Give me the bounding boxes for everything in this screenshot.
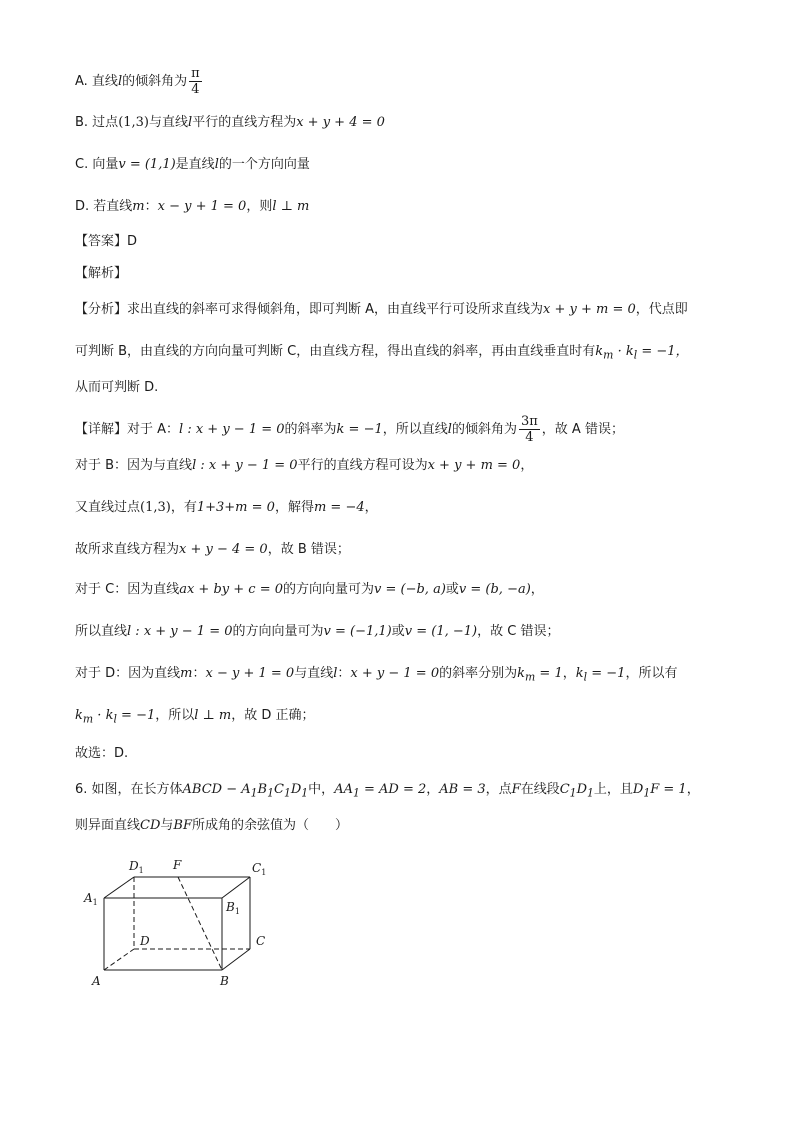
label-f: F xyxy=(173,858,182,872)
detail-line-6: 所以直线l : x + y − 1 = 0的方向向量可为v = (−1,1)或v = (1, −1)，故 C 错误； xyxy=(75,624,560,639)
answer-line xyxy=(75,232,137,252)
edge-a1-d1 xyxy=(104,877,134,898)
question-6-line-1: 6. 如图，在长方体ABCD − $A_1B_1C_1D_1$中，$AA_1$ = AD = 2，AB = 3，点F在线段$C_1D_1$上，且$D_1F = 1$， xyxy=(75,782,700,800)
label-b1: $B_1$ xyxy=(226,900,240,916)
option-a xyxy=(75,66,204,97)
label-b: B xyxy=(220,974,229,988)
detail-fraction: $\frac{3\pi}{4}$ xyxy=(520,414,538,445)
option-a-text: 的倾斜角为 xyxy=(122,74,188,89)
edge-b1-c1 xyxy=(222,877,250,898)
label-a1: $A_1$ xyxy=(84,891,98,907)
analysis-line-3: 从而可判断 D. xyxy=(75,380,159,395)
label-d1: $D_1$ xyxy=(129,859,144,875)
edge-b-c xyxy=(222,949,250,970)
option-a-var: l xyxy=(117,74,123,89)
answer-label: 【答案】 xyxy=(75,234,128,249)
analysis-line-2: 可判断 B，由直线的方向向量可判断 C，由直线方程，得出直线的斜率，再由直线垂直时有$k_m \cdot k_l = -1$， xyxy=(75,344,689,362)
detail-line-2: 对于 B：因为与直线l : x + y − 1 = 0平行的直线方程可设为x + y + m = 0， xyxy=(75,458,534,473)
question-6-line-2: 则异面直线CD与BF所成角的余弦值为（ ） xyxy=(75,818,348,833)
segment-f-b xyxy=(178,877,222,970)
cuboid-diagram xyxy=(80,855,280,995)
detail-line-1: 【详解】对于 A：l : x + y − 1 = 0的斜率为k = −1，所以直线l的倾斜角为 $\frac{3\pi}{4}$ ，故 A 错误； xyxy=(75,414,624,445)
cuboid-figure xyxy=(80,855,280,995)
detail-line-8: $k_m \cdot k_l = -1$，所以l ⊥ m，故 D 正确； xyxy=(75,708,315,726)
edge-a-d xyxy=(104,949,134,970)
detail-line-4: 故所求直线方程为x + y − 4 = 0，故 B 错误； xyxy=(75,542,350,557)
label-a: A xyxy=(92,974,101,988)
label-d: D xyxy=(140,934,150,948)
label-c: C xyxy=(256,934,266,948)
detail-line-3: 又直线过点(1,3)，有1+3+m = 0，解得m = −4， xyxy=(75,500,378,515)
detail-line-7: 对于 D：因为直线m：x − y + 1 = 0与直线l：x + y − 1 = 0的斜率分别为$k_m = 1$，$k_l = -1$，所以有 xyxy=(75,666,678,684)
answer-value: D xyxy=(127,234,138,249)
label-c1: $C_1$ xyxy=(252,861,267,877)
option-a-fraction: $\frac{\pi}{4}$ xyxy=(191,66,200,97)
option-b: B. 过点(1,3)与直线l平行的直线方程为x + y + 4 = 0 xyxy=(75,115,385,130)
option-c: C. 向量v = (1,1)是直线l的一个方向向量 xyxy=(75,157,310,172)
detail-line-5: 对于 C：因为直线ax + by + c = 0的方向向量可为v = (−b, a)或v = (b, −a)， xyxy=(75,582,544,597)
analysis-line-1: 【分析】求出直线的斜率可求得倾斜角，即可判断 A，由直线平行可设所求直线为x + y + m = 0，代点即 xyxy=(75,302,688,317)
option-d: D. 若直线m：x − y + 1 = 0，则l ⊥ m xyxy=(75,199,310,214)
option-a-prefix: A. 直线 xyxy=(75,74,118,89)
analysis-label: 【解析】 xyxy=(75,266,128,281)
detail-line-9: 故选：D. xyxy=(75,746,129,761)
